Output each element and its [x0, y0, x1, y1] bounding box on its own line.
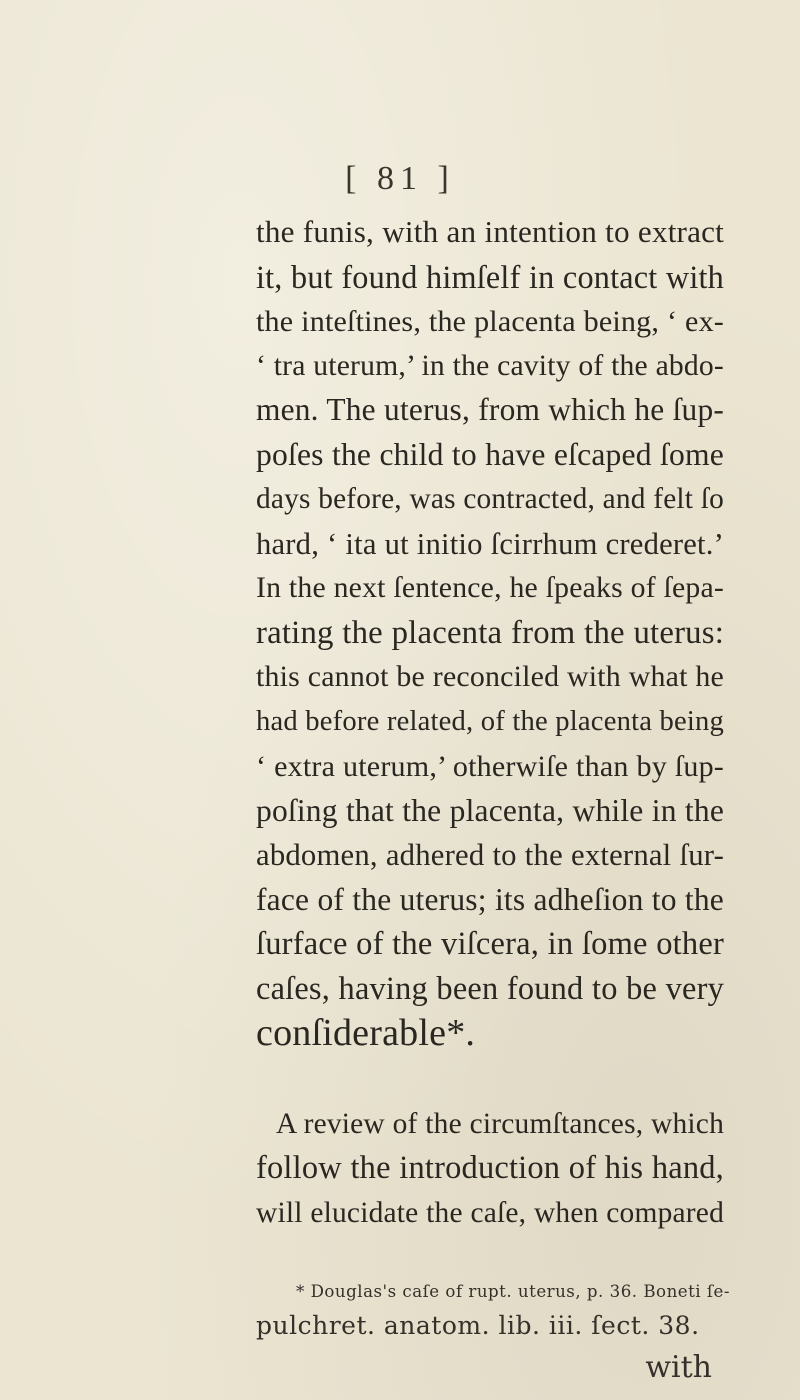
text-line: hard, ‘ ita ut initio ſcirrhum crederet.’ [256, 526, 724, 561]
text-line: conſiderable*. [256, 1012, 476, 1054]
footnote [256, 1275, 731, 1343]
footnote-line: pulchret. anatom. lib. iii. ſect. 38. [256, 1311, 700, 1340]
text-line: this cannot be reconciled with what he [256, 660, 724, 693]
text-line: had before related, of the placenta being [256, 705, 724, 737]
footnote-spacer [256, 1235, 724, 1275]
text-line: will elucidate the caſe, when compared [256, 1196, 724, 1229]
catchword: with [645, 1350, 712, 1385]
paragraph-2 [256, 1102, 724, 1236]
text-line: it, but found himſelf in contact with [256, 258, 724, 295]
footnote-line: * Douglas's caſe of rupt. uterus, p. 36. Boneti ſe- [296, 1282, 731, 1301]
text-line: ‘ extra uterum,’ otherwiſe than by ſup- [256, 749, 724, 783]
text-line: caſes, having been found to be very [256, 970, 724, 1007]
text-line: follow the introduction of his hand, [256, 1150, 724, 1186]
paragraph-1 [256, 210, 724, 1056]
text-line: A review of the circumſtances, which [276, 1107, 724, 1140]
text-line: abdomen, adhered to the external ſur- [256, 838, 724, 872]
text-line: poſes the child to have eſcaped ſome [256, 436, 724, 472]
text-line: ſurface of the viſcera, in ſome other [256, 926, 724, 962]
text-line: the funis, with an intention to extract [256, 214, 724, 249]
text-line: In the next ſentence, he ſpeaks of ſepa- [256, 571, 724, 604]
text-line: days before, was contracted, and felt ſo [256, 483, 724, 515]
text-line: the inteſtines, the placenta being, ‘ ex- [256, 304, 724, 338]
text-line: poſing that the placenta, while in the [256, 792, 724, 828]
body-text [256, 210, 731, 1387]
text-line: men. The uterus, from which he ſup- [256, 392, 724, 427]
page-number: [ 81 ] [345, 160, 455, 197]
text-line: ‘ tra uterum,’ in the cavity of the abdo- [256, 349, 724, 382]
paragraph-spacer [256, 1056, 724, 1102]
text-line: face of the uterus; its adheſion to the [256, 881, 724, 917]
text-line: rating the placenta from the uterus: [256, 614, 724, 651]
